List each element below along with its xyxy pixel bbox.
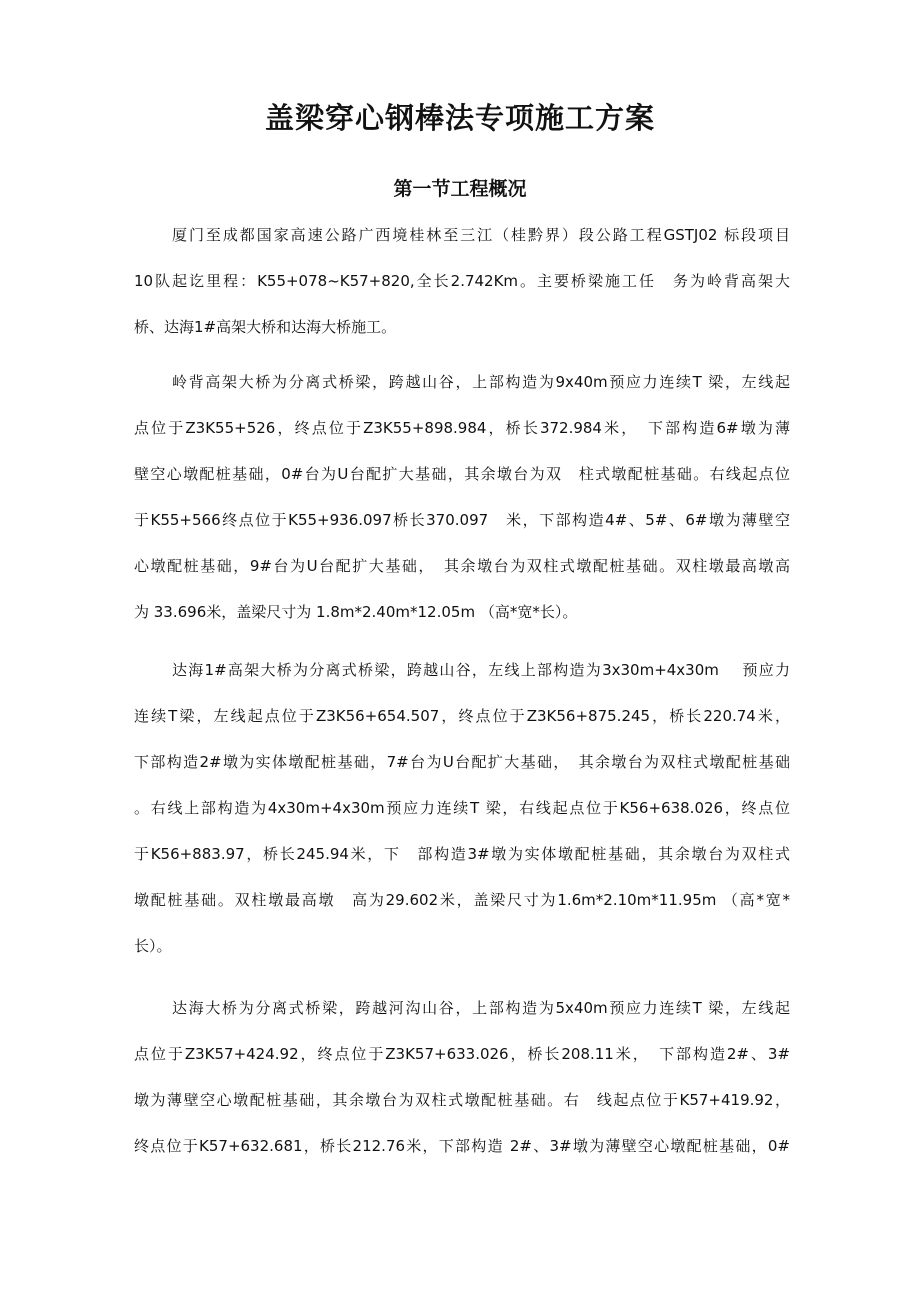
- paragraph-line: 终点位于K57+632.681，桥长212.76米，下部构造 2#、3#墩为薄壁空心墩配桩基础，0#: [134, 1137, 790, 1155]
- paragraph-line: 达海1#高架大桥为分离式桥梁，跨越山谷，左线上部构造为3x30m+4x30m 预应力: [172, 661, 790, 679]
- paragraph-line: 10队起讫里程：K55+078~K57+820,全长2.742Km。主要桥梁施工任 务为岭背高架大: [134, 272, 790, 290]
- paragraph-line: 达海大桥为分离式桥梁，跨越河沟山谷，上部构造为5x40m预应力连续T 梁，左线起: [172, 999, 790, 1017]
- paragraph-lingbei-bridge: [134, 359, 790, 635]
- paragraph-line: 岭背高架大桥为分离式桥梁，跨越山谷，上部构造为9x40m预应力连续T 梁，左线起: [172, 373, 790, 391]
- paragraph-line: 桥、达海1#高架大桥和达海大桥施工。: [134, 318, 397, 336]
- paragraph-line: 于K55+566终点位于K55+936.097桥长370.097 米，下部构造4#、5#、6#墩为薄壁空: [134, 511, 790, 529]
- paragraph-line: 厦门至成都国家高速公路广西境桂林至三江（桂黔界）段公路工程GSTJ02 标段项目: [172, 226, 790, 244]
- paragraph-line: 连续T梁，左线起点位于Z3K56+654.507，终点位于Z3K56+875.245，桥长220.74米，: [134, 707, 790, 725]
- document-title: 盖梁穿心钢棒法专项施工方案: [264, 101, 655, 135]
- paragraph-project-overview: [134, 212, 790, 350]
- paragraph-line: 墩为薄壁空心墩配桩基础，其余墩台为双柱式墩配桩基础。右 线起点位于K57+419.92，: [134, 1091, 790, 1109]
- paragraph-line: 长）。: [134, 937, 172, 955]
- paragraph-line: 。右线上部构造为4x30m+4x30m预应力连续T 梁，右线起点位于K56+638.026，终点位: [134, 799, 790, 817]
- paragraph-line: 点位于Z3K57+424.92，终点位于Z3K57+633.026，桥长208.11米， 下部构造2#、3#: [134, 1045, 790, 1063]
- paragraph-line: 墩配桩基础。双柱墩最高墩 高为29.602米，盖梁尺寸为1.6m*2.10m*11.95m （高*宽*: [134, 891, 790, 909]
- paragraph-dahai-bridge: [134, 985, 790, 1169]
- paragraph-line: 壁空心墩配桩基础，0#台为U台配扩大基础，其余墩台为双 柱式墩配桩基础。右线起点位: [134, 465, 790, 483]
- paragraph-dahai1-bridge: [134, 647, 790, 969]
- paragraph-line: 点位于Z3K55+526，终点位于Z3K55+898.984，桥长372.984米， 下部构造6#墩为薄: [134, 419, 790, 437]
- paragraph-line: 为 33.696米，盖梁尺寸为 1.8m*2.40m*12.05m （高*宽*长）。: [134, 603, 578, 621]
- section-title: 第一节工程概况: [393, 178, 527, 200]
- paragraph-line: 心墩配桩基础，9#台为U台配扩大基础， 其余墩台为双柱式墩配桩基础。双柱墩最高墩高: [134, 557, 790, 575]
- paragraph-line: 下部构造2#墩为实体墩配桩基础，7#台为U台配扩大基础， 其余墩台为双柱式墩配桩基础: [134, 753, 790, 771]
- paragraph-line: 于K56+883.97，桥长245.94米，下 部构造3#墩为实体墩配桩基础，其余墩台为双柱式: [134, 845, 790, 863]
